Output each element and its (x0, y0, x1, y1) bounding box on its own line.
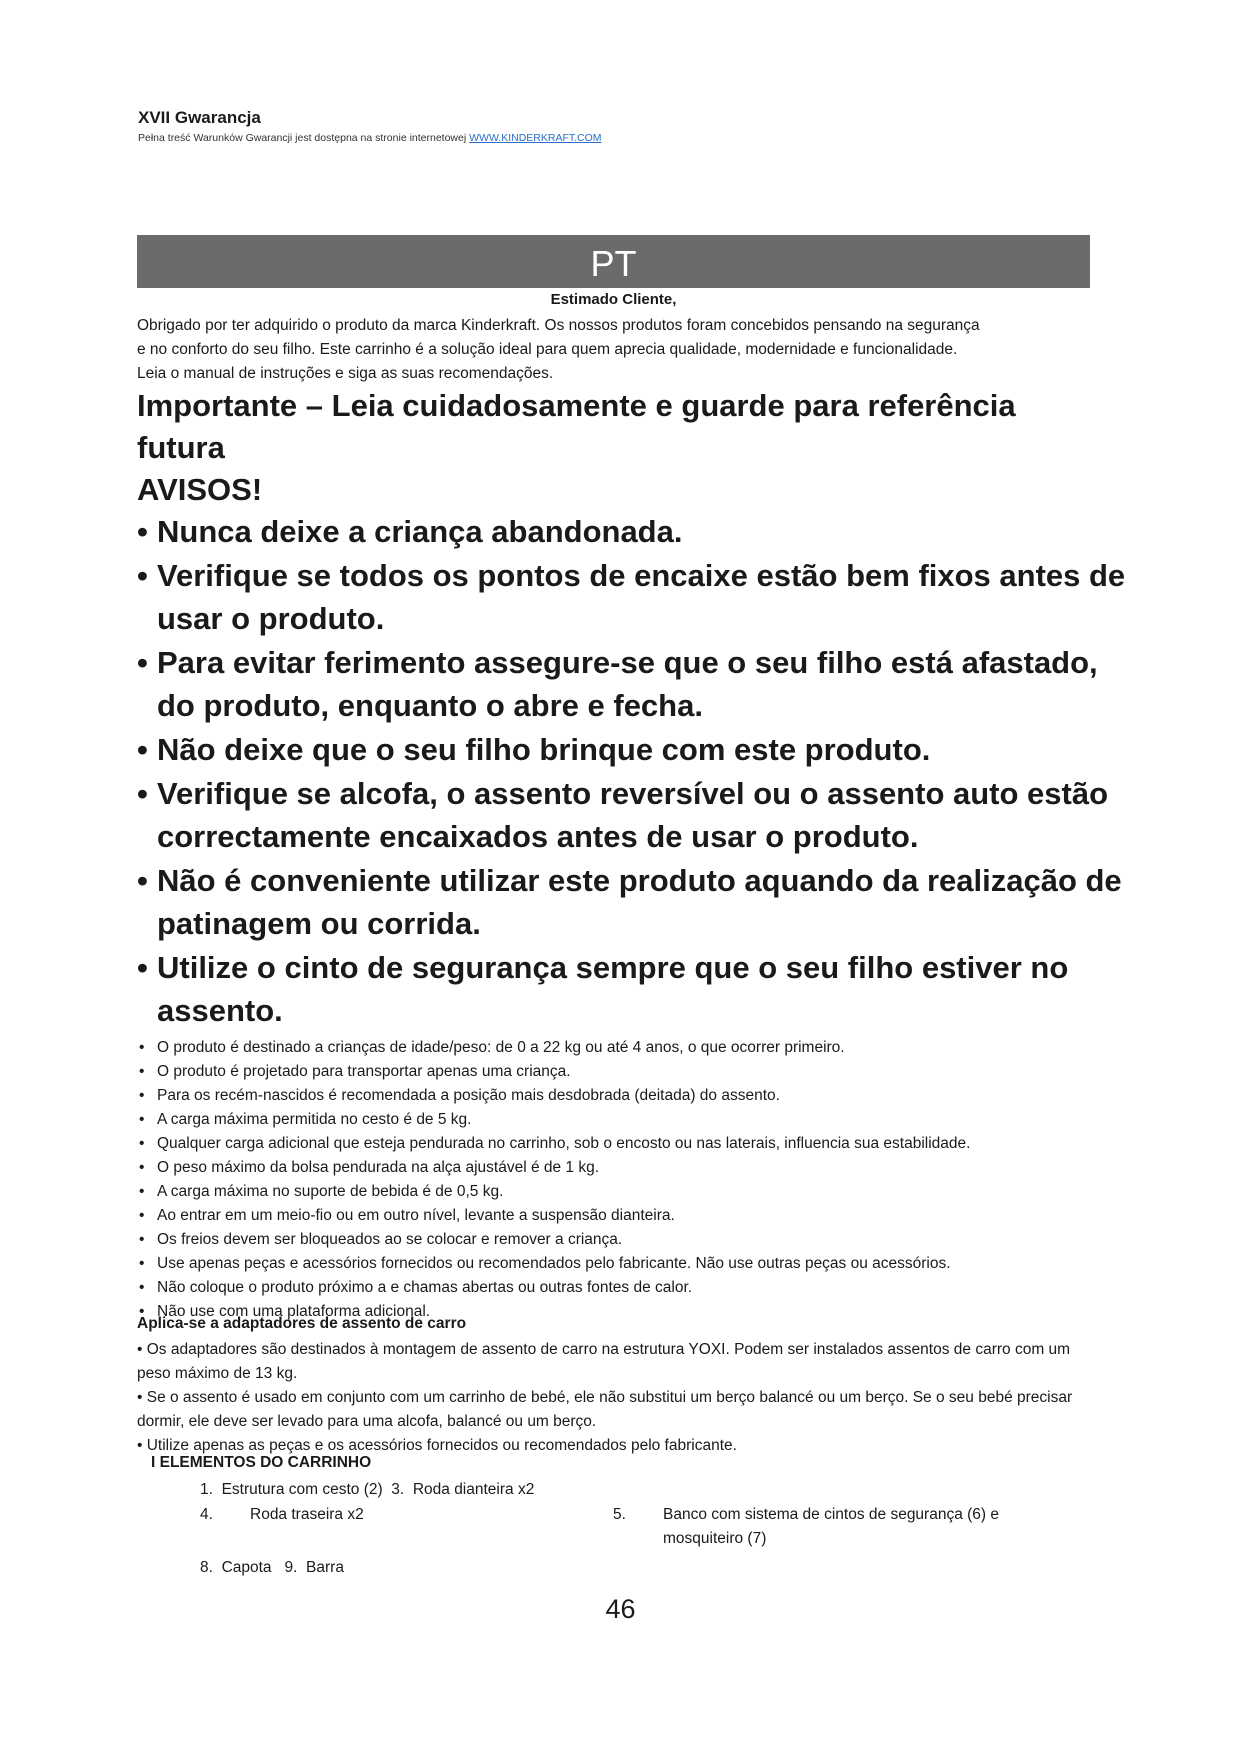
element-number: 5. (613, 1506, 626, 1523)
elements-row-3 (200, 1556, 344, 1580)
main-warning: • Verifique se todos os pontos de encaixe estão bem fixos antes de usar o produto. (137, 554, 1137, 640)
main-warning: • Utilize o cinto de segurança sempre que o seu filho estiver no assento. (137, 946, 1137, 1032)
intro-line: Obrigado por ter adquirido o produto da marca Kinderkraft. Os nossos produtos foram concebidos pensando na segurança (137, 317, 980, 334)
adapter-note: • Utilize apenas as peças e os acessórios fornecidos ou recomendados pelo fabricante. (137, 1437, 737, 1454)
element-label: Capota (221, 1559, 272, 1576)
element-label: Estrutura com cesto (2) (221, 1481, 383, 1498)
usage-warning: • Use apenas peças e acessórios fornecidos ou recomendados pelo fabricante. Não use outras peças ou acessórios. (137, 1252, 1097, 1276)
usage-warning: • Para os recém-nascidos é recomendada a posição mais desdobrada (deitada) do assento. (137, 1084, 1097, 1108)
usage-warning: • O peso máximo da bolsa pendurada na alça ajustável é de 1 kg. (137, 1156, 1097, 1180)
usage-warning: • A carga máxima no suporte de bebida é de 0,5 kg. (137, 1180, 1097, 1204)
adapter-note: • Se o assento é usado em conjunto com um carrinho de bebé, ele não substitui um berço balancé ou um berço. Se o seu bebé precisar dormir, ele deve ser levado para uma alcofa, balancé ou um berço. (137, 1389, 1073, 1430)
usage-warning: • O produto é destinado a crianças de idade/peso: de 0 a 22 kg ou até 4 anos, o que ocorrer primeiro. (137, 1036, 1097, 1060)
usage-warnings-list (137, 1036, 1097, 1324)
usage-warning: • Os freios devem ser bloqueados ao se colocar e remover a criança. (137, 1228, 1097, 1252)
element-number: 8. (200, 1559, 213, 1576)
main-warning: • Não é conveniente utilizar este produto aquando da realização de patinagem ou corrida. (137, 859, 1137, 945)
adapters-heading: Aplica-se a adaptadores de assento de carro (137, 1315, 467, 1332)
usage-warning: • A carga máxima permitida no cesto é de 5 kg. (137, 1108, 1097, 1132)
warranty-note: Pełna treść Warunków Gwarancji jest dostępna na stronie internetowej (138, 132, 467, 144)
main-warnings-list (137, 510, 1137, 1033)
warnings-heading: AVISOS! (137, 472, 263, 507)
usage-warning: • Não coloque o produto próximo a e chamas abertas ou outras fontes de calor. (137, 1276, 1097, 1300)
warranty-link[interactable]: WWW.KINDERKRAFT.COM (469, 132, 602, 144)
elements-heading: I ELEMENTOS DO CARRINHO (151, 1454, 372, 1471)
main-warning: • Verifique se alcofa, o assento reversível ou o assento auto estão correctamente encaixados antes de usar o produto. (137, 772, 1137, 858)
element-number: 9. (284, 1559, 298, 1576)
adapters-list (137, 1338, 1097, 1458)
elements-row-1 (200, 1478, 534, 1502)
element-label: Banco com sistema de cintos de segurança (6) e (663, 1506, 1000, 1523)
important-heading (137, 385, 1095, 427)
element-label: Roda dianteira x2 (412, 1481, 535, 1498)
adapter-note: • Os adaptadores são destinados à montagem de assento de carro na estrutura YOXI. Podem ser instalados assentos de carro com um peso máximo de 13 kg. (137, 1341, 1071, 1382)
element-number: 3. (391, 1481, 405, 1498)
element-number: 4. (200, 1506, 213, 1523)
usage-warning: • Qualquer carga adicional que esteja pendurada no carrinho, sob o encosto ou nas laterais, influencia sua estabilidade. (137, 1132, 1097, 1156)
usage-warning: • Não use com uma plataforma adicional. (137, 1300, 1097, 1324)
page-number: 46 (605, 1594, 636, 1624)
main-warning: • Não deixe que o seu filho brinque com este produto. (137, 728, 1137, 771)
warranty-title: XVII Gwarancja (138, 108, 261, 127)
important-heading-text: Importante – Leia cuidadosamente e guarde para referência (137, 388, 1016, 423)
important-heading-cont: futura (137, 430, 225, 465)
warranty-text (138, 132, 602, 144)
greeting: Estimado Cliente, (550, 291, 677, 308)
intro-paragraph (137, 314, 1107, 386)
intro-line: Leia o manual de instruções e siga as suas recomendações. (137, 365, 554, 382)
intro-line: e no conforto do seu filho. Este carrinho é a solução ideal para quem aprecia qualidade, modernidade e funcionalidade. (137, 341, 958, 358)
element-label: mosquiteiro (7) (663, 1530, 767, 1547)
usage-warning: • O produto é projetado para transportar apenas uma criança. (137, 1060, 1097, 1084)
element-label: Roda traseira x2 (250, 1506, 364, 1523)
usage-warning: • Ao entrar em um meio-fio ou em outro nível, levante a suspensão dianteira. (137, 1204, 1097, 1228)
main-warning: • Para evitar ferimento assegure-se que o seu filho está afastado, do produto, enquanto o abre e fecha. (137, 641, 1137, 727)
element-label: Barra (306, 1559, 344, 1576)
language-band: PT (137, 235, 1090, 288)
main-warning: • Nunca deixe a criança abandonada. (137, 510, 1137, 553)
element-number: 1. (200, 1481, 213, 1498)
